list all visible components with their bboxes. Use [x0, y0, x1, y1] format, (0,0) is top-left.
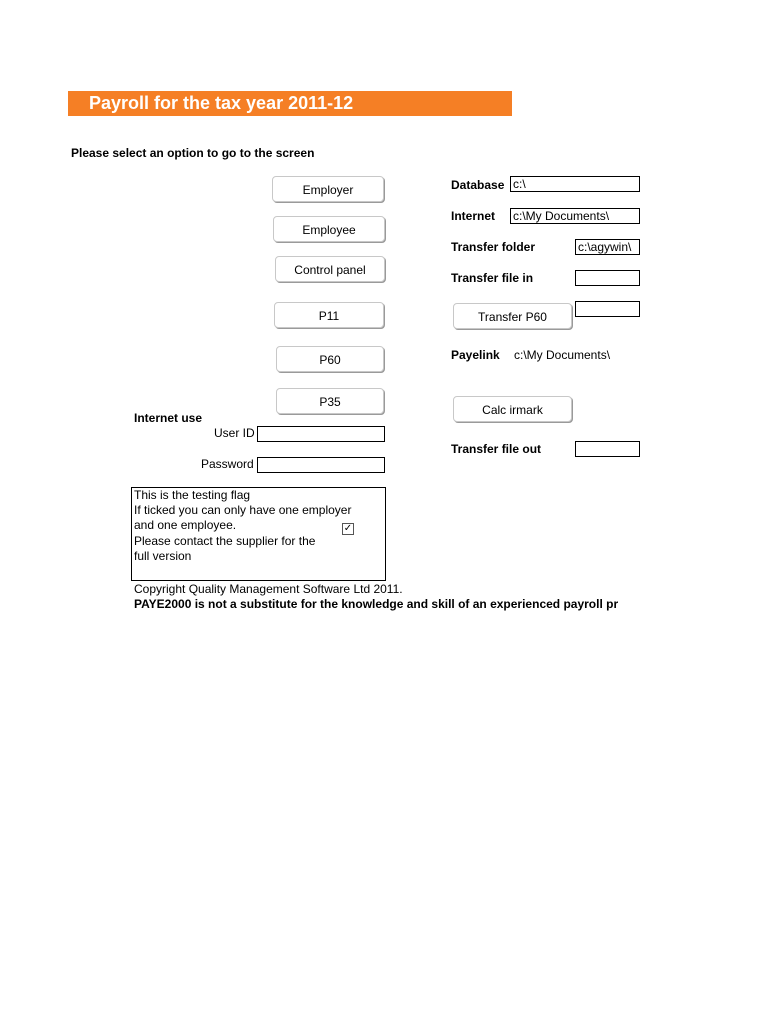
- transfer-p60-button[interactable]: Transfer P60: [453, 303, 572, 329]
- testing-line: This is the testing flag: [134, 488, 251, 502]
- p60-button[interactable]: P60: [276, 346, 384, 372]
- payelink-value: c:\My Documents\: [514, 348, 611, 362]
- testing-flag-checkbox[interactable]: [342, 523, 354, 535]
- page-title: Payroll for the tax year 2011-12: [68, 91, 512, 116]
- testing-line: full version: [134, 549, 192, 563]
- password-input[interactable]: [257, 457, 385, 473]
- testing-line: If ticked you can only have one employer: [134, 503, 352, 517]
- p35-button[interactable]: P35: [276, 388, 384, 414]
- user-id-label: User ID: [214, 426, 255, 440]
- transfer-folder-label: Transfer folder: [451, 240, 536, 254]
- internet-field[interactable]: c:\My Documents\: [510, 208, 640, 224]
- calc-irmark-button[interactable]: Calc irmark: [453, 396, 572, 422]
- transfer-folder-field[interactable]: c:\agywin\: [575, 239, 640, 255]
- payelink-label: Payelink: [451, 348, 500, 362]
- control-panel-button[interactable]: Control panel: [275, 256, 385, 282]
- transfer-file-in-label: Transfer file in: [451, 271, 534, 285]
- instruction-text: Please select an option to go to the screen: [71, 146, 315, 160]
- check-icon: ✓: [343, 523, 353, 534]
- disclaimer-text: PAYE2000 is not a substitute for the knowledge and skill of an experienced payroll pr: [134, 597, 619, 611]
- user-id-input[interactable]: [257, 426, 385, 442]
- testing-line: and one employee.: [134, 518, 237, 532]
- transfer-file-out-label: Transfer file out: [451, 442, 542, 456]
- database-field[interactable]: c:\: [510, 176, 640, 192]
- testing-flag-box: [131, 487, 386, 581]
- transfer-p60-field[interactable]: [575, 301, 640, 317]
- employer-button[interactable]: Employer: [272, 176, 384, 202]
- database-label: Database: [451, 178, 505, 192]
- password-label: Password: [201, 457, 254, 471]
- transfer-file-in-field[interactable]: [575, 270, 640, 286]
- p11-button[interactable]: P11: [274, 302, 384, 328]
- transfer-file-out-field[interactable]: [575, 441, 640, 457]
- copyright-text: Copyright Quality Management Software Ltd 2011.: [134, 582, 403, 596]
- internet-label: Internet: [451, 209, 496, 223]
- internet-use-heading: Internet use: [134, 411, 203, 425]
- testing-line: Please contact the supplier for the: [134, 534, 316, 548]
- employee-button[interactable]: Employee: [273, 216, 385, 242]
